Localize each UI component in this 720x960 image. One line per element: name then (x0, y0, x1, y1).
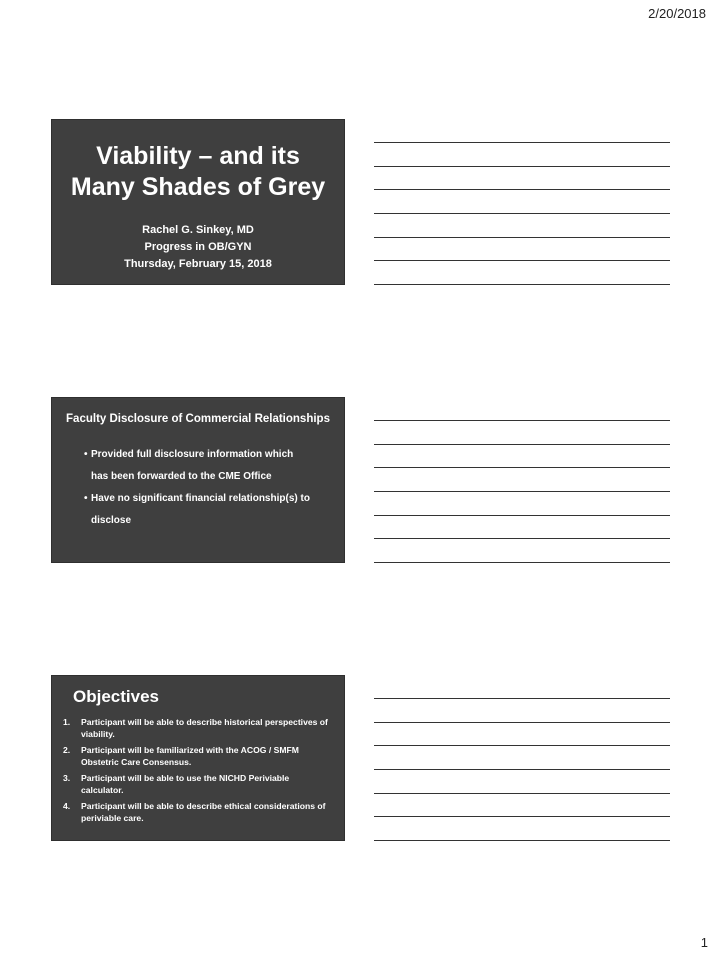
note-line (374, 189, 670, 190)
slide-title (51, 119, 345, 285)
list-item (63, 744, 331, 768)
note-line (374, 816, 670, 817)
disclosure-heading: Faculty Disclosure of Commercial Relationships (66, 413, 330, 425)
note-line (374, 793, 670, 794)
list-item (85, 444, 329, 488)
page-number: 1 (700, 935, 708, 950)
title-line-1: Viability – and its (96, 142, 300, 170)
note-line (374, 698, 670, 699)
item-text: Participant will be able to use the NICHD Periviable calculator. (81, 773, 290, 795)
note-line (374, 284, 670, 285)
note-line (374, 467, 670, 468)
disclosure-bullet-list (85, 444, 329, 532)
bullet-line: Have no significant financial relationship(s) to (91, 493, 310, 504)
item-number: 1. (63, 717, 71, 727)
item-text: Participant will be able to describe historical perspectives of viability. (81, 717, 328, 739)
note-line (374, 142, 670, 143)
note-line (374, 166, 670, 167)
list-item (85, 488, 329, 532)
note-line (374, 491, 670, 492)
slide-title-heading (51, 141, 345, 203)
print-date: 2/20/2018 (648, 6, 706, 21)
bullet-icon: • (84, 493, 88, 504)
bullet-icon: • (84, 449, 88, 460)
item-number: 2. (63, 745, 71, 755)
event-date: Thursday, February 15, 2018 (124, 258, 272, 270)
note-line (374, 515, 670, 516)
note-line (374, 769, 670, 770)
note-line (374, 444, 670, 445)
event-name: Progress in OB/GYN (144, 241, 252, 253)
note-line (374, 538, 670, 539)
presenter-name: Rachel G. Sinkey, MD (142, 224, 254, 236)
bullet-line: has been forwarded to the CME Office (91, 471, 272, 482)
slide-title-subtitle (51, 222, 345, 273)
slide-objectives (51, 675, 345, 841)
title-line-2: Many Shades of Grey (70, 173, 326, 201)
note-line (374, 562, 670, 563)
bullet-line: disclose (91, 515, 132, 526)
objectives-heading: Objectives (73, 687, 159, 706)
note-line (374, 745, 670, 746)
list-item (63, 716, 331, 740)
note-line (374, 260, 670, 261)
item-number: 3. (63, 773, 71, 783)
list-item (63, 772, 331, 796)
slide-disclosure (51, 397, 345, 563)
item-text: Participant will be able to describe ethical considerations of periviable care. (81, 801, 326, 823)
note-line (374, 237, 670, 238)
item-text: Participant will be familiarized with the ACOG / SMFM Obstetric Care Consensus. (81, 745, 299, 767)
objectives-list (63, 716, 331, 828)
note-line (374, 722, 670, 723)
note-line (374, 213, 670, 214)
bullet-line: Provided full disclosure information which (91, 449, 294, 460)
note-line (374, 840, 670, 841)
note-line (374, 420, 670, 421)
item-number: 4. (63, 801, 71, 811)
list-item (63, 800, 331, 824)
